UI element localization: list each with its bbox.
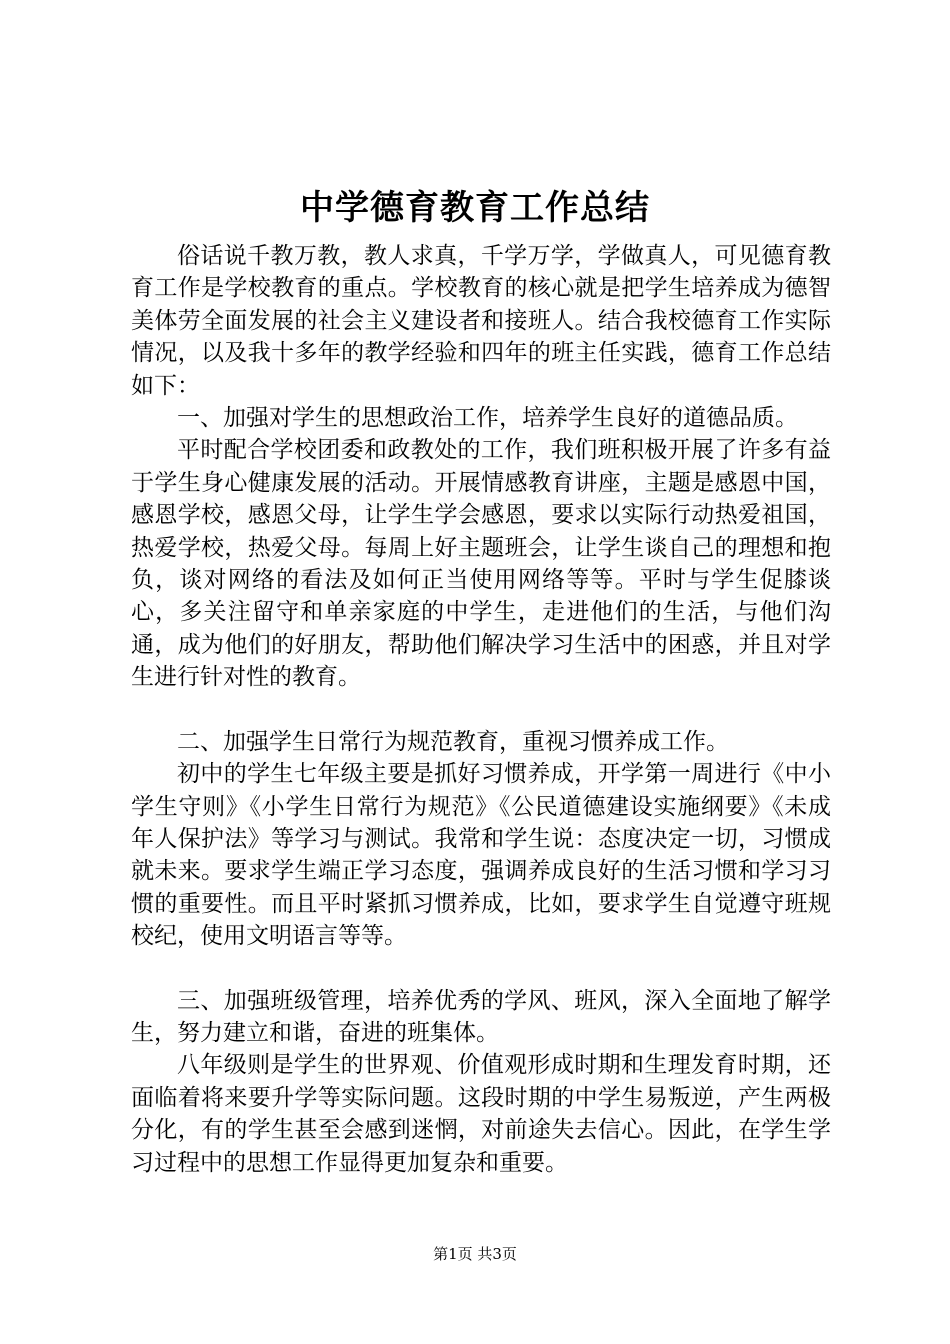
document-body [131,240,831,1179]
paragraph-intro: 俗话说千教万教，教人求真，千学万学，学做真人，可见德育教育工作是学校教育的重点。学校教育的核心就是把学生培养成为德智美体劳全面发展的社会主义建设者和接班人。结合我校德育工作实际情况，以及我十多年的教学经验和四年的班主任实践，德育工作总结如下： [131,243,831,399]
page-number-footer: 第1页 共3页 [433,1245,517,1263]
document-title: 中学德育教育工作总结 [300,188,650,228]
section-heading-3: 三、加强班级管理，培养优秀的学风、班风，深入全面地了解学生，努力建立和谐，奋进的班集体。 [131,987,831,1046]
section-heading-1: 一、加强对学生的思想政治工作，培养学生良好的道德品质。 [177,405,798,432]
paragraph-section-1: 平时配合学校团委和政教处的工作，我们班积极开展了许多有益于学生身心健康发展的活动。开展情感教育讲座，主题是感恩中国，感恩学校，感恩父母，让学生学会感恩，要求以实际行动热爱祖国，热爱学校，热爱父母。每周上好主题班会，让学生谈自己的理想和抱负，谈对网络的看法及如何正当使用网络等等。平时与学生促膝谈心，多关注留守和单亲家庭的中学生，走进他们的生活，与他们沟通，成为他们的好朋友，帮助他们解决学习生活中的困惑，并且对学生进行针对性的教育。 [131,437,831,691]
paragraph-section-3: 八年级则是学生的世界观、价值观形成时期和生理发育时期，还面临着将来要升学等实际问题。这段时期的中学生易叛逆，产生两极分化，有的学生甚至会感到迷惘，对前途失去信心。因此，在学生学习过程中的思想工作显得更加复杂和重要。 [131,1052,831,1176]
paragraph-section-2: 初中的学生七年级主要是抓好习惯养成，开学第一周进行《中小学生守则》《小学生日常行为规范》《公民道德建设实施纲要》《未成年人保护法》等学习与测试。我常和学生说：态度决定一切，习惯成就未来。要求学生端正学习态度，强调养成良好的生活习惯和学习习惯的重要性。而且平时紧抓习惯养成，比如，要求学生自觉遵守班规校纪，使用文明语言等等。 [131,761,831,950]
section-heading-2: 二、加强学生日常行为规范教育，重视习惯养成工作。 [177,728,729,755]
